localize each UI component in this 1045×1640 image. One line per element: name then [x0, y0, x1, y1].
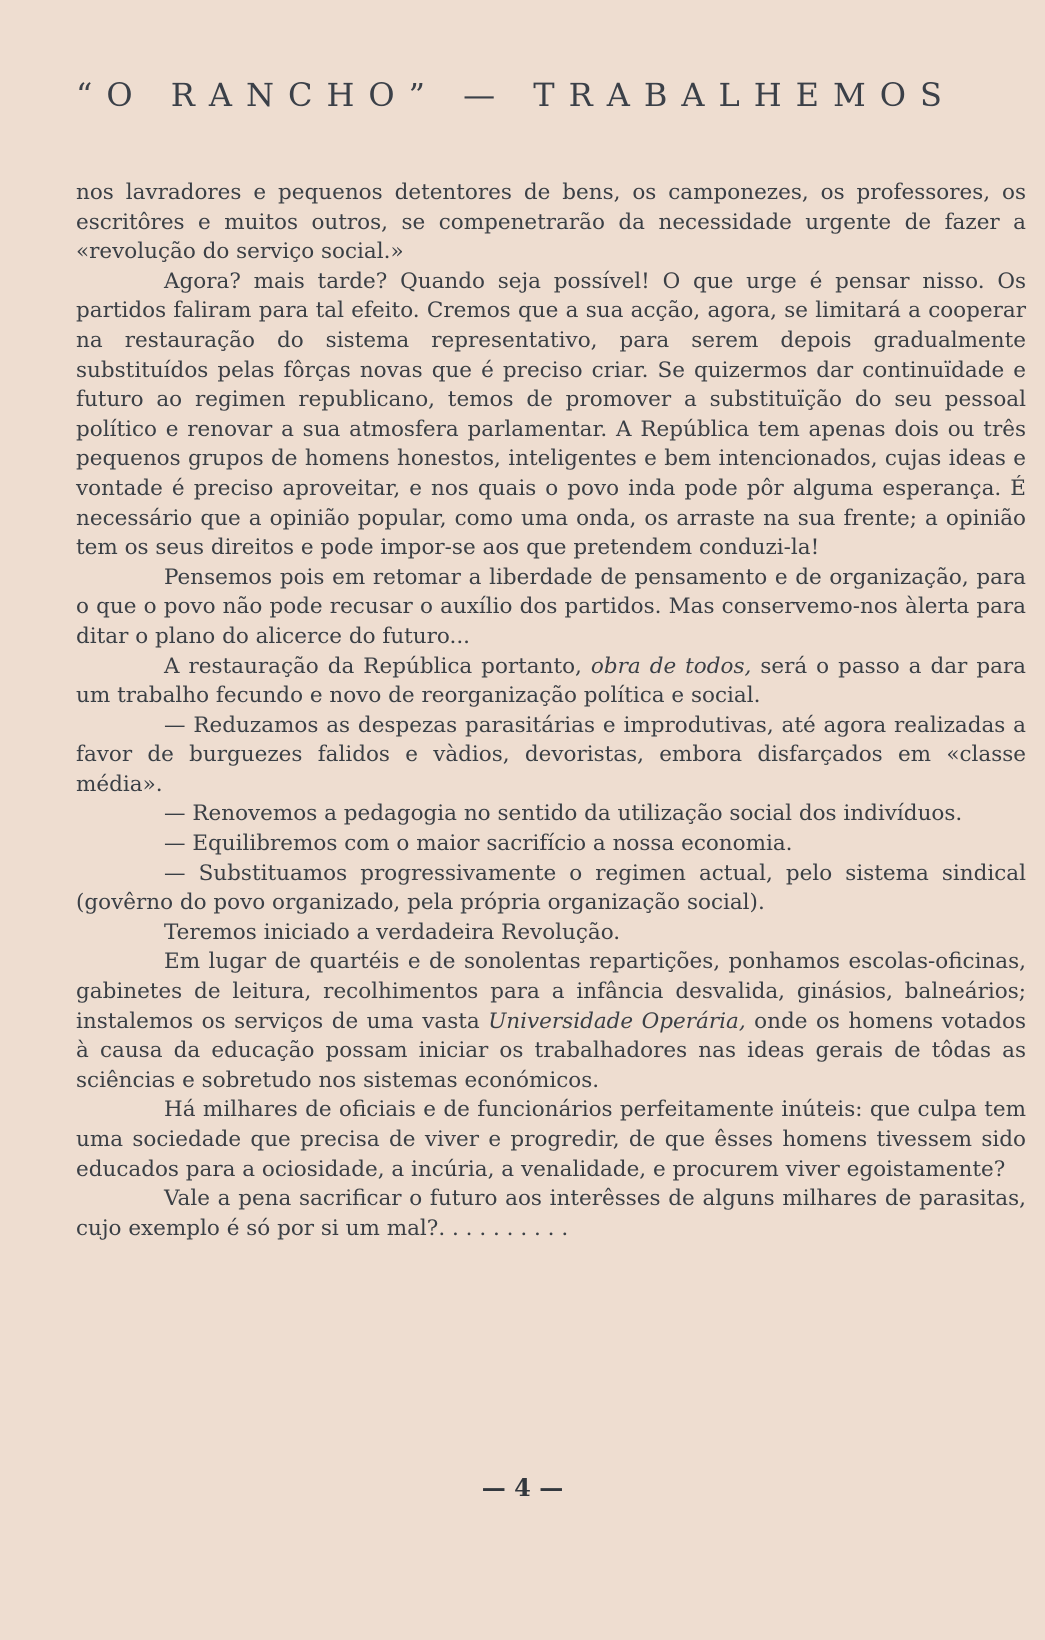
paragraph — [76, 652, 1026, 711]
paragraph: nos lavradores e pequenos detentores de bens, os camponezes, os professores, os escritôres e muitos outros, se compenetrarão da necessidade urgente de fazer a «revolução do serviço social.» — [76, 180, 1026, 265]
list-item: — Renovemos a pedagogia no sentido da utilização social dos indivíduos. — [164, 801, 963, 827]
paragraph: Vale a pena sacrificar o futuro aos interêsses de alguns milhares de parasitas, cujo exemplo é só por si um mal?. . . . . . . . . . — [76, 1186, 1026, 1241]
italic-phrase: Universidade Operária, — [488, 1008, 746, 1034]
paragraph-segment: A restauração da República portanto, — [164, 653, 582, 679]
paragraph-segment: será o passo a dar para um trabalho fecundo e novo de reorganização política e social. — [76, 653, 1026, 709]
paragraph: Pensemos pois em retomar a liberdade de pensamento e de organização, para o que o povo não pode recusar o auxílio dos partidos. Mas conservemo-nos àlerta para ditar o plano do alicerce do futuro... — [76, 564, 1026, 649]
paragraph-segment: Em lugar de quartéis e de sonolentas repartições, ponhamos escolas-oficinas, gabinetes de leitura, recolhimentos para a infância desvalida, ginásios, balneários; instalemos os serviços de uma vasta — [76, 949, 1026, 1034]
body-text — [76, 178, 1026, 1243]
paragraph-segment: onde os homens votados à causa da educação possam iniciar os trabalhadores nas ideas gerais de tôdas as sciências e sobretudo nos sistemas económicos. — [76, 1008, 1026, 1093]
italic-phrase: obra de todos, — [590, 653, 752, 679]
list-item: — Substituamos progressivamente o regimen actual, pelo sistema sindical (govêrno do povo organizado, pela própria organização social). — [76, 860, 1026, 916]
paragraph: Teremos iniciado a verdadeira Revolução. — [164, 919, 621, 945]
list-item: — Reduzamos as despezas parasitárias e improdutivas, até agora realizadas a favor de burguezes falidos e vàdios, devoristas, embora disfarçados em «classe média». — [76, 712, 1026, 797]
paragraph: Agora? mais tarde? Quando seja possível! O que urge é pensar nisso. Os partidos faliram para tal efeito. Cremos que a sua acção, agora, se limitará a cooperar na restauração do sistema representativo, para serem depois gradualmente substituídos pelas fôrças novas que é preciso criar. Se quizermos dar continuïdade e futuro ao regimen republicano, temos de promover a substituïção do seu pessoal político e renovar a sua atmosfera parlamentar. A República tem apenas dois ou três pequenos grupos de homens honestos, inteligentes e bem intencionados, cujas ideas e vontade é preciso aproveitar, e nos quais o povo inda pode pôr alguma esperança. É necessário que a opinião popular, como uma onda, os arraste na sua frente; a opinião tem os seus direitos e pode impor-se aos que pretendem conduzi-la! — [76, 268, 1026, 561]
page-number: — 4 — — [481, 1473, 564, 1502]
list-item: — Equilibremos com o maior sacrifício a nossa economia. — [164, 831, 793, 857]
paragraph: Há milhares de oficiais e de funcionários perfeitamente inúteis: que culpa tem uma sociedade que precisa de viver e progredir, de que êsses homens tivessem sido educados para a ociosidade, a incúria, a venalidade, e procurem viver egoistamente? — [76, 1097, 1026, 1182]
page-title: “O RANCHO” — TRABALHEMOS — [76, 76, 956, 114]
paragraph — [76, 947, 1026, 1095]
